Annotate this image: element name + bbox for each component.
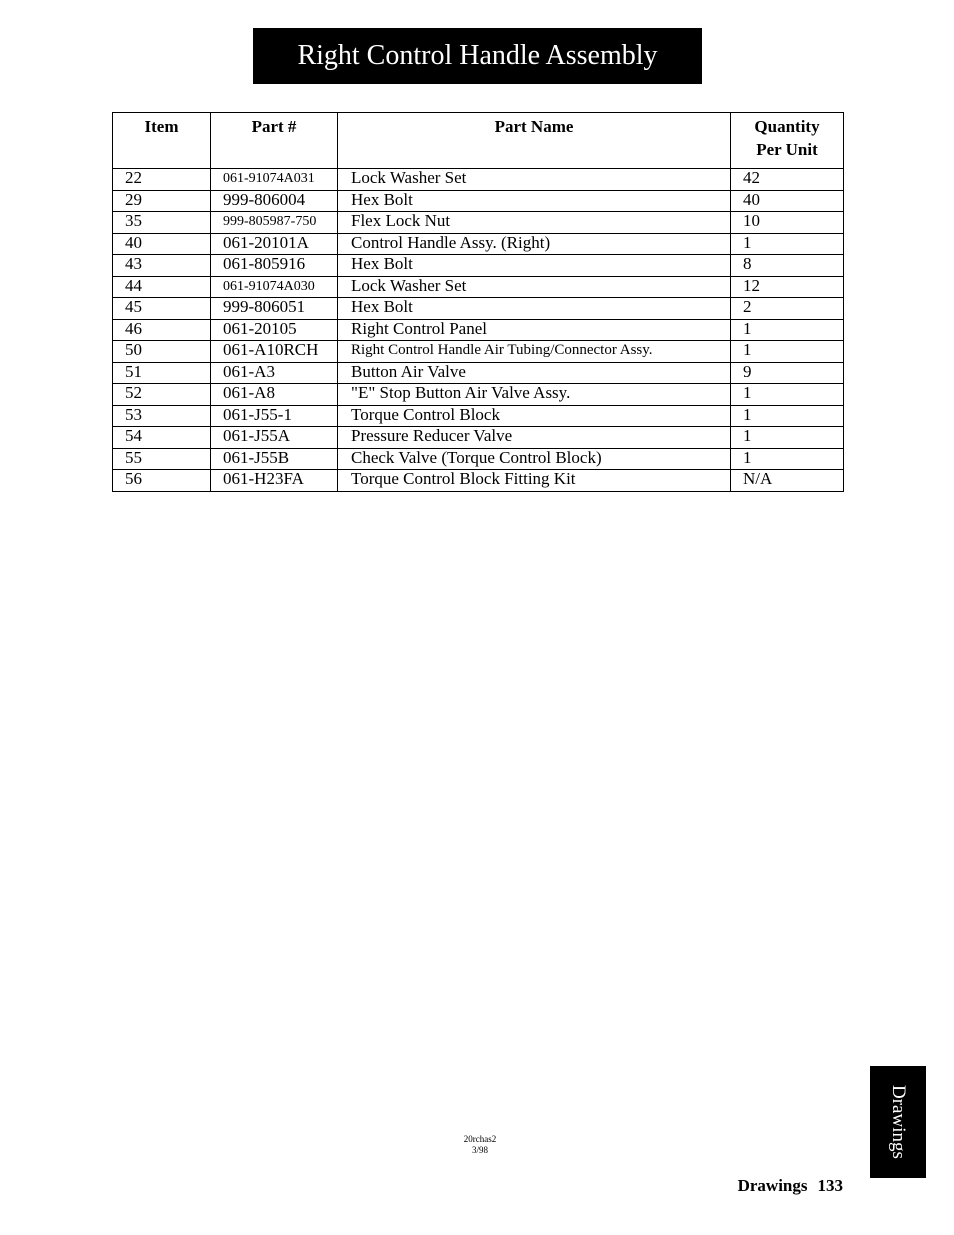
- table-row: [113, 341, 844, 363]
- cell-item: 35: [113, 212, 211, 234]
- cell-part-number: 061-H23FA: [211, 470, 338, 492]
- cell-item: 56: [113, 470, 211, 492]
- cell-quantity: 40: [731, 190, 844, 212]
- cell-quantity: 1: [731, 384, 844, 406]
- table-row: [113, 384, 844, 406]
- table-header-row: [113, 113, 844, 169]
- cell-quantity: 1: [731, 341, 844, 363]
- cell-item: 44: [113, 276, 211, 298]
- cell-part-name: Control Handle Assy. (Right): [338, 233, 731, 255]
- cell-part-name: Right Control Handle Air Tubing/Connector Assy.: [338, 341, 731, 363]
- cell-quantity: 10: [731, 212, 844, 234]
- cell-part-name: Right Control Panel: [338, 319, 731, 341]
- cell-part-name: Lock Washer Set: [338, 276, 731, 298]
- cell-item: 50: [113, 341, 211, 363]
- table-row: [113, 362, 844, 384]
- table-row: [113, 298, 844, 320]
- cell-part-number: 061-J55B: [211, 448, 338, 470]
- table-row: [113, 319, 844, 341]
- page-number: 133: [817, 1176, 843, 1195]
- table-row: [113, 448, 844, 470]
- cell-item: 45: [113, 298, 211, 320]
- cell-quantity: 42: [731, 169, 844, 191]
- cell-item: 54: [113, 427, 211, 449]
- header-part-name: Part Name: [338, 113, 731, 169]
- header-quantity-line2: Per Unit: [756, 140, 818, 159]
- cell-part-name: Button Air Valve: [338, 362, 731, 384]
- header-item: Item: [113, 113, 211, 169]
- cell-part-number: 061-A10RCH: [211, 341, 338, 363]
- cell-part-name: Hex Bolt: [338, 255, 731, 277]
- cell-part-number: 999-806051: [211, 298, 338, 320]
- header-part-number: Part #: [211, 113, 338, 169]
- cell-quantity: 1: [731, 448, 844, 470]
- footer-section: Drawings: [737, 1176, 808, 1195]
- cell-part-name: Pressure Reducer Valve: [338, 427, 731, 449]
- table-row: [113, 190, 844, 212]
- cell-item: 46: [113, 319, 211, 341]
- cell-item: 52: [113, 384, 211, 406]
- header-quantity-line1: Quantity: [754, 117, 820, 136]
- cell-part-number: 999-806004: [211, 190, 338, 212]
- drawing-stamp: [440, 1134, 520, 1156]
- table-row: [113, 405, 844, 427]
- cell-part-name: Hex Bolt: [338, 190, 731, 212]
- table-row: [113, 169, 844, 191]
- cell-part-number: 061-91074A030: [211, 276, 338, 298]
- cell-item: 53: [113, 405, 211, 427]
- cell-part-number: 061-J55A: [211, 427, 338, 449]
- cell-part-number: 061-A8: [211, 384, 338, 406]
- table-row: [113, 233, 844, 255]
- cell-part-name: Hex Bolt: [338, 298, 731, 320]
- page-title: Right Control Handle Assembly: [297, 40, 658, 71]
- cell-item: 43: [113, 255, 211, 277]
- side-tab-label: Drawings: [888, 1085, 909, 1159]
- cell-quantity: 1: [731, 405, 844, 427]
- cell-quantity: N/A: [731, 470, 844, 492]
- cell-item: 22: [113, 169, 211, 191]
- cell-item: 29: [113, 190, 211, 212]
- cell-part-name: Torque Control Block Fitting Kit: [338, 470, 731, 492]
- cell-part-name: Torque Control Block: [338, 405, 731, 427]
- cell-quantity: 1: [731, 319, 844, 341]
- cell-part-number: 061-91074A031: [211, 169, 338, 191]
- cell-item: 55: [113, 448, 211, 470]
- cell-item: 51: [113, 362, 211, 384]
- cell-item: 40: [113, 233, 211, 255]
- cell-part-number: 061-J55-1: [211, 405, 338, 427]
- page-title-banner: [253, 28, 702, 84]
- cell-part-number: 999-805987-750: [211, 212, 338, 234]
- cell-part-name: Check Valve (Torque Control Block): [338, 448, 731, 470]
- header-quantity: [731, 113, 844, 169]
- section-side-tab: [870, 1066, 926, 1178]
- cell-part-number: 061-20105: [211, 319, 338, 341]
- cell-quantity: 2: [731, 298, 844, 320]
- cell-part-number: 061-A3: [211, 362, 338, 384]
- cell-quantity: 1: [731, 233, 844, 255]
- table-row: [113, 255, 844, 277]
- cell-quantity: 12: [731, 276, 844, 298]
- page-footer: [738, 1176, 843, 1196]
- cell-part-number: 061-20101A: [211, 233, 338, 255]
- cell-quantity: 8: [731, 255, 844, 277]
- table-row: [113, 276, 844, 298]
- cell-part-name: "E" Stop Button Air Valve Assy.: [338, 384, 731, 406]
- table-row: [113, 470, 844, 492]
- cell-quantity: 9: [731, 362, 844, 384]
- stamp-date: 3/98: [471, 1145, 488, 1155]
- parts-table: [112, 112, 844, 492]
- table-row: [113, 427, 844, 449]
- cell-quantity: 1: [731, 427, 844, 449]
- cell-part-number: 061-805916: [211, 255, 338, 277]
- stamp-code: 20rchas2: [463, 1134, 497, 1144]
- cell-part-name: Lock Washer Set: [338, 169, 731, 191]
- cell-part-name: Flex Lock Nut: [338, 212, 731, 234]
- table-row: [113, 212, 844, 234]
